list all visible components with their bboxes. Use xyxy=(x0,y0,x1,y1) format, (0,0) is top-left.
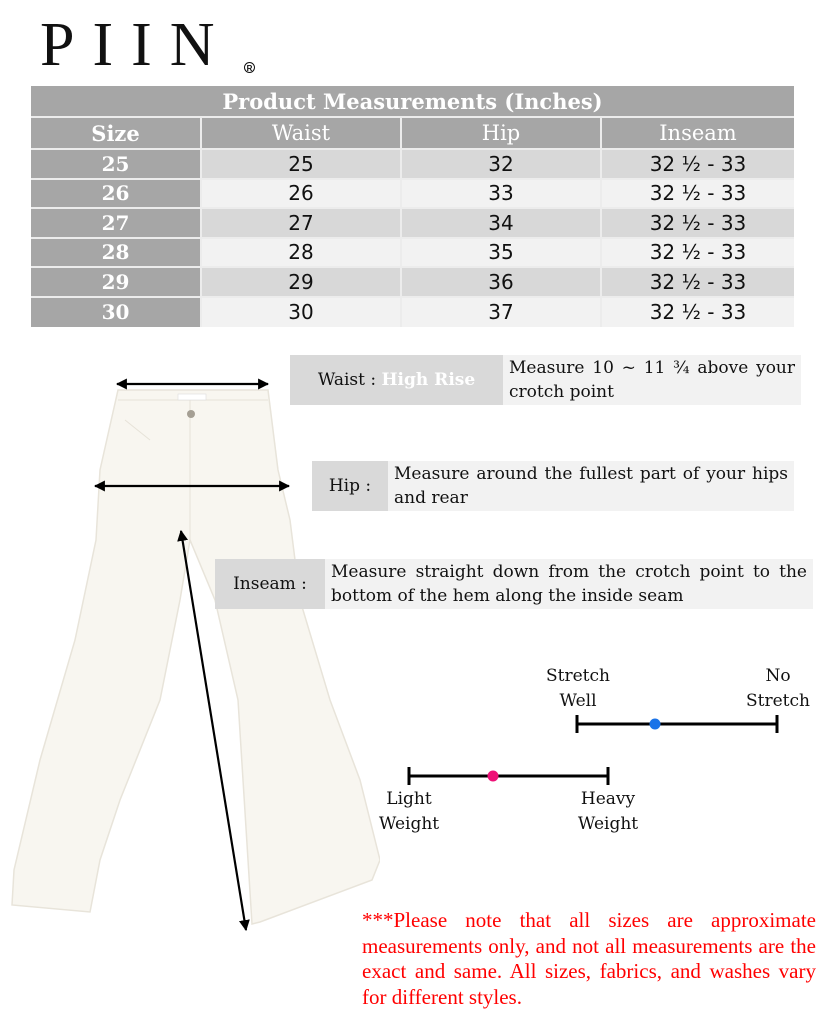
heavy-weight-label: Heavy Weight xyxy=(577,789,639,834)
cell-hip: 35 xyxy=(402,239,602,267)
inseam-guide-text: Measure straight down from the crotch point to the bottom of the hem along the inside seam xyxy=(325,559,813,609)
header-inseam: Inseam xyxy=(659,121,737,145)
cell-inseam: 32 ½ - 33 xyxy=(602,209,794,237)
cell-hip: 32 xyxy=(402,150,602,178)
cell-size: 26 xyxy=(31,180,202,208)
cell-hip: 36 xyxy=(402,268,602,296)
cell-size: 29 xyxy=(31,268,202,296)
size-disclaimer: ***Please note that all sizes are approximate measurements only, and not all measurements are the exact and same. All sizes, fabrics, and washes vary for different styles. xyxy=(362,908,816,1009)
waist-guide xyxy=(290,355,801,405)
table-row xyxy=(31,180,794,210)
inseam-guide-label: Inseam : xyxy=(215,559,325,609)
cell-waist: 26 xyxy=(202,180,402,208)
cell-waist: 25 xyxy=(202,150,402,178)
table-row xyxy=(31,150,794,180)
cell-size: 28 xyxy=(31,239,202,267)
high-rise-badge: High Rise xyxy=(381,370,476,390)
stretch-scale xyxy=(570,712,784,736)
inseam-guide xyxy=(215,559,813,609)
table-row xyxy=(31,239,794,269)
cell-waist: 30 xyxy=(202,298,402,328)
stretch-indicator-icon xyxy=(650,719,661,730)
waist-guide-label: Waist : High Rise xyxy=(290,355,503,405)
hip-guide-text: Measure around the fullest part of your hips and rear xyxy=(388,461,794,511)
table-title: Product Measurements (Inches) xyxy=(31,86,794,118)
cell-waist: 27 xyxy=(202,209,402,237)
cell-size: 27 xyxy=(31,209,202,237)
cell-waist: 28 xyxy=(202,239,402,267)
jeans-illustration xyxy=(0,360,380,940)
light-weight-label: Light Weight xyxy=(378,789,440,834)
hip-guide xyxy=(312,461,794,511)
cell-inseam: 32 ½ - 33 xyxy=(602,268,794,296)
cell-inseam: 32 ½ - 33 xyxy=(602,298,794,328)
table-row xyxy=(31,298,794,328)
no-stretch-label: No Stretch xyxy=(746,666,810,711)
header-size: Size xyxy=(31,118,202,148)
stretch-well-label: Stretch Well xyxy=(546,666,610,711)
waist-guide-text: Measure 10 ~ 11 ¾ above your crotch point xyxy=(503,355,801,405)
cell-size: 30 xyxy=(31,298,202,328)
weight-indicator-icon xyxy=(488,771,499,782)
cell-inseam: 32 ½ - 33 xyxy=(602,239,794,267)
weight-scale xyxy=(402,764,616,788)
cell-hip: 33 xyxy=(402,180,602,208)
table-header-row xyxy=(31,118,794,150)
cell-inseam: 32 ½ - 33 xyxy=(602,150,794,178)
brand-logo: PIIN xyxy=(40,11,233,79)
measurement-table xyxy=(31,86,794,327)
header-waist: Waist xyxy=(202,118,402,148)
cell-waist: 29 xyxy=(202,268,402,296)
cell-hip: 37 xyxy=(402,298,602,328)
table-row xyxy=(31,268,794,298)
cell-size: 25 xyxy=(31,150,202,178)
hip-guide-label: Hip : xyxy=(312,461,388,511)
cell-hip: 34 xyxy=(402,209,602,237)
registered-mark-icon: R xyxy=(244,62,255,73)
header-hip: Hip xyxy=(402,118,602,148)
cell-inseam: 32 ½ - 33 xyxy=(602,180,794,208)
table-row xyxy=(31,209,794,239)
